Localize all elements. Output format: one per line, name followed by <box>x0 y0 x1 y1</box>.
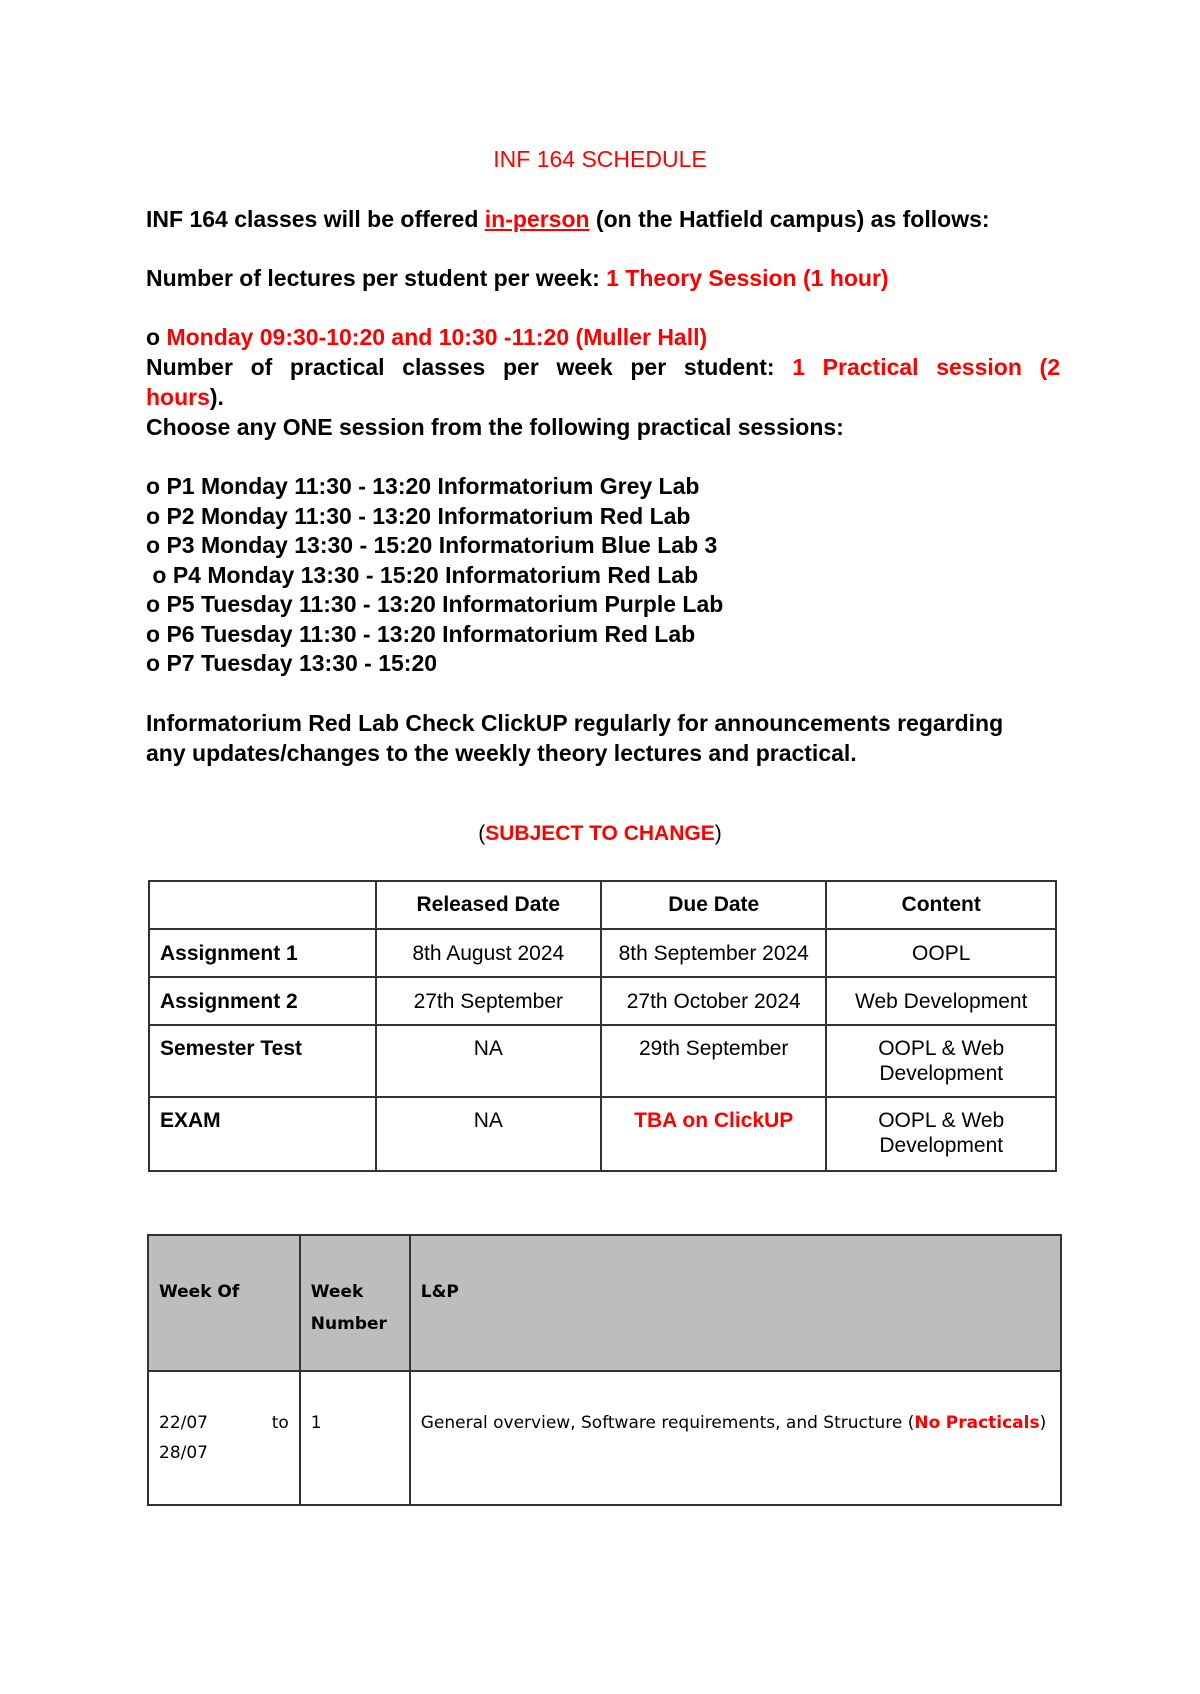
header-week-number-line1: Week <box>310 1282 364 1302</box>
row-due: 8th September 2024 <box>601 929 826 977</box>
choose-line: Choose any ONE session from the following practical sessions: <box>146 414 844 440</box>
week-number: 1 <box>310 1413 322 1433</box>
row-name: EXAM <box>149 1097 376 1171</box>
practical-session-p5: o P5 Tuesday 11:30 - 13:20 Informatorium Purple Lab <box>146 591 724 617</box>
lecture-session-bullet: o <box>146 324 167 350</box>
lecture-session-line <box>146 324 1060 351</box>
notice-line-2: any updates/changes to the weekly theory lectures and practical. <box>146 740 857 766</box>
lp-red-line2: Practicals <box>945 1413 1040 1433</box>
row-content: OOPL <box>826 929 1056 977</box>
intro-prefix: INF 164 classes will be offered <box>146 206 485 232</box>
week-to: 28/07 <box>159 1443 208 1463</box>
header-released-date: Released Date <box>376 881 601 929</box>
intro-suffix: (on the Hatfield campus) as follows: <box>589 206 990 232</box>
row-content <box>826 1097 1056 1171</box>
in-person-highlight: in-person <box>484 206 590 232</box>
practical-session-p2: o P2 Monday 11:30 - 13:20 Informatorium Red Lab <box>146 503 691 529</box>
row-released: 27th September <box>376 977 601 1025</box>
lp-text: General overview, Software requirements, and Structure ( <box>420 1413 915 1433</box>
row-content: Web Development <box>826 977 1056 1025</box>
row-content <box>826 1025 1056 1097</box>
header-week-number <box>300 1235 410 1371</box>
week-of-content <box>159 1372 289 1468</box>
practicals-value-line1: 1 Practical session (2 <box>792 354 1060 380</box>
week-number-cell <box>300 1371 410 1505</box>
practical-session-p7: o P7 Tuesday 13:30 - 15:20 <box>146 650 438 676</box>
table-row <box>149 1097 1056 1171</box>
lp-end: ) <box>1039 1413 1047 1433</box>
header-week-number-line2: Number <box>310 1314 387 1334</box>
lectures-value: 1 Theory Session (1 hour) <box>606 265 889 291</box>
weekly-header-row <box>148 1235 1061 1371</box>
row-content-line1: OOPL & Web <box>878 1037 1005 1060</box>
row-name: Assignment 1 <box>149 929 376 977</box>
practicals-line-2 <box>146 384 1060 411</box>
row-released: 8th August 2024 <box>376 929 601 977</box>
lectures-label: Number of lectures per student per week: <box>146 265 607 291</box>
weekly-table <box>147 1234 1062 1506</box>
row-name: Semester Test <box>149 1025 376 1097</box>
lectures-line <box>146 265 1060 292</box>
practical-session-p6: o P6 Tuesday 11:30 - 13:20 Informatorium Red Lab <box>146 621 696 647</box>
table-row <box>149 977 1056 1025</box>
row-name: Assignment 2 <box>149 977 376 1025</box>
lp-red-line1: No <box>914 1413 941 1433</box>
row-content-line2: Development <box>879 1134 1004 1157</box>
week-of-cell <box>148 1371 300 1505</box>
table-row <box>148 1371 1061 1505</box>
table-row <box>149 929 1056 977</box>
row-released: NA <box>376 1097 601 1171</box>
week-to-word: to <box>271 1413 289 1433</box>
lecture-session-text: Monday 09:30-10:20 and 10:30 -11:20 (Muller Hall) <box>166 324 708 350</box>
header-week-number-text <box>311 1236 399 1340</box>
lp-cell <box>410 1371 1061 1505</box>
practicals-value-line2: hours <box>146 384 210 410</box>
practicals-label: Number of practical classes per week per student: <box>146 354 793 380</box>
notice-line-1: Informatorium Red Lab Check ClickUP regularly for announcements regarding <box>146 710 1004 736</box>
row-due: 29th September <box>601 1025 826 1097</box>
practicals-end: ). <box>209 384 224 410</box>
practical-session-p3: o P3 Monday 13:30 - 15:20 Informatorium Blue Lab 3 <box>146 532 718 558</box>
practical-session-p1: o P1 Monday 11:30 - 13:20 Informatorium Grey Lab <box>146 473 700 499</box>
header-content: Content <box>826 881 1056 929</box>
header-lp-text: L&P <box>420 1282 459 1302</box>
assessment-header-row <box>149 881 1056 929</box>
row-released: NA <box>376 1025 601 1097</box>
note-open-paren: ( <box>478 822 486 845</box>
row-due: 27th October 2024 <box>601 977 826 1025</box>
subject-to-change-text: SUBJECT TO CHANGE <box>485 822 715 845</box>
practical-session-p4: o P4 Monday 13:30 - 15:20 Informatorium Red Lab <box>146 562 699 588</box>
lp-content <box>421 1372 1050 1438</box>
note-close-paren: ) <box>714 822 722 845</box>
practicals-line <box>146 354 1060 381</box>
page-title: INF 164 SCHEDULE <box>493 146 707 172</box>
table-row <box>149 1025 1056 1097</box>
subject-to-change-note <box>0 822 1200 846</box>
row-content-line2: Development <box>879 1062 1004 1085</box>
header-empty <box>149 881 376 929</box>
header-week-of-text: Week Of <box>159 1282 240 1302</box>
assessment-table <box>148 880 1057 1172</box>
row-due: TBA on ClickUP <box>601 1097 826 1171</box>
header-lp <box>410 1235 1061 1371</box>
header-due-date: Due Date <box>601 881 826 929</box>
week-of-first-line <box>159 1408 289 1438</box>
intro-line <box>146 206 1060 233</box>
row-content-line1: OOPL & Web <box>878 1109 1005 1132</box>
header-week-of <box>148 1235 300 1371</box>
week-from: 22/07 <box>159 1413 208 1433</box>
